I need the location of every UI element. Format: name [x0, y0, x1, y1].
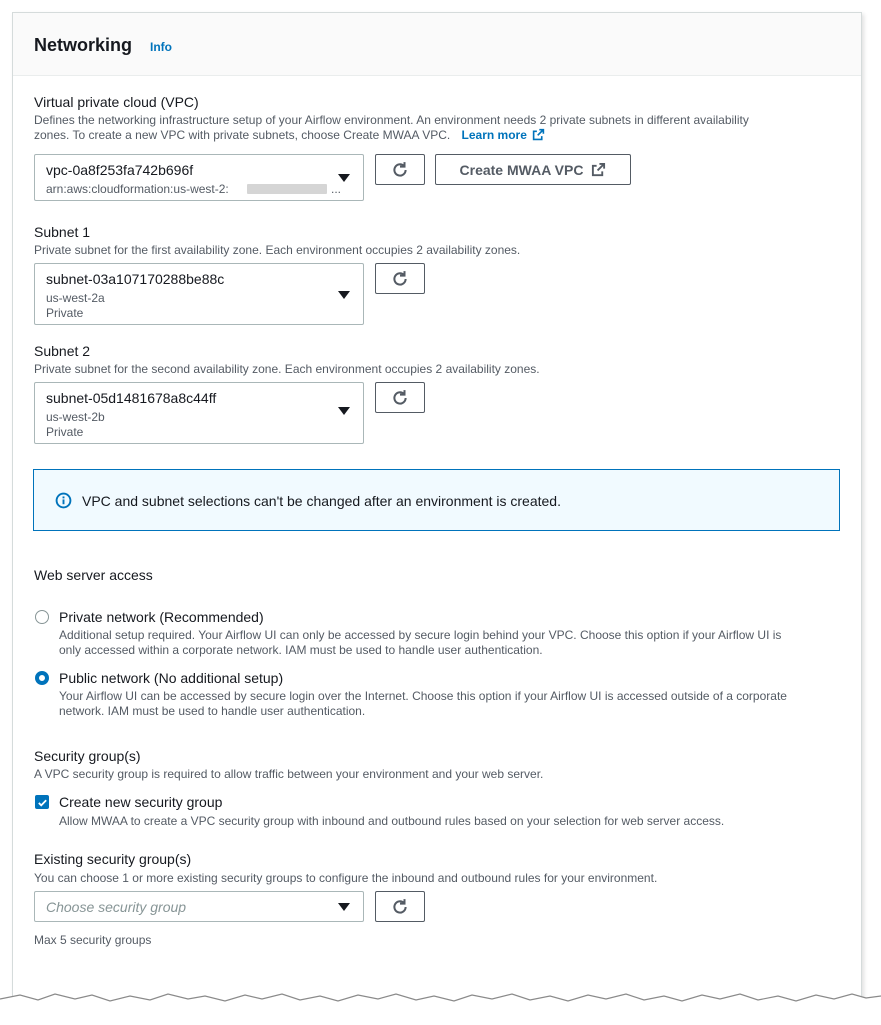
private-network-desc-line2: only accessed within a corporate network. IAM must be used to handle user authentication. — [59, 643, 543, 657]
subnet1-description: Private subnet for the first availability zone. Each environment occupies 2 availability zones. — [34, 243, 521, 257]
section-title: Networking — [34, 35, 133, 55]
external-link-icon — [532, 128, 545, 141]
subnet2-label: Subnet 2 — [34, 343, 91, 359]
create-security-group-checkbox[interactable] — [35, 795, 49, 809]
refresh-icon — [391, 389, 409, 407]
subnet1-select[interactable] — [34, 263, 364, 325]
public-network-radio[interactable] — [35, 671, 49, 685]
info-icon — [55, 492, 72, 509]
vpc-description-line1: Defines the networking infrastructure setup of your Airflow environment. An environment needs 2 private subnets in different availability — [34, 113, 749, 127]
vpc-description — [34, 113, 834, 143]
chevron-down-icon — [338, 903, 350, 911]
vpc-select[interactable] — [34, 154, 364, 201]
security-group-select[interactable] — [34, 891, 364, 922]
security-group-placeholder: Choose security group — [46, 899, 187, 915]
chevron-down-icon — [338, 291, 350, 299]
subnet1-zone: us-west-2a — [46, 291, 105, 305]
subnet1-selected-id: subnet-03a107170288be88c — [46, 271, 225, 287]
subnet2-description: Private subnet for the second availability zone. Each environment occupies 2 availability zones. — [34, 362, 540, 376]
web-server-access-label: Web server access — [34, 567, 153, 583]
subnet1-type: Private — [46, 306, 84, 320]
vpc-label: Virtual private cloud (VPC) — [34, 94, 199, 110]
vpc-description-text: zones. To create a new VPC with private subnets, choose Create MWAA VPC. — [34, 128, 451, 142]
refresh-icon — [391, 161, 409, 179]
create-security-group-label[interactable]: Create new security group — [59, 794, 223, 810]
vpc-selected-id: vpc-0a8f253fa742b696f — [46, 162, 194, 178]
alert-text: VPC and subnet selections can't be changed after an environment is created. — [82, 493, 561, 509]
create-mwaa-vpc-button[interactable] — [435, 154, 631, 185]
vpc-description-line2 — [34, 128, 834, 143]
security-group-constraint: Max 5 security groups — [34, 933, 152, 947]
private-network-desc-line1: Additional setup required. Your Airflow UI can only be accessed by secure login behind your VPC. Choose this option if your Airflow UI is — [59, 628, 782, 642]
vpc-selected-arn: arn:aws:cloudformation:us-west-2: — [46, 182, 229, 196]
refresh-icon — [391, 898, 409, 916]
learn-more-text: Learn more — [461, 128, 527, 142]
existing-security-groups-description: You can choose 1 or more existing security groups to configure the inbound and outbound rules for your environment. — [34, 871, 658, 885]
public-network-description — [59, 689, 849, 719]
security-group-refresh-button[interactable] — [375, 891, 425, 922]
refresh-icon — [391, 270, 409, 288]
torn-edge-decoration — [0, 985, 881, 1025]
subnet2-type: Private — [46, 425, 84, 439]
subnet2-zone: us-west-2b — [46, 410, 105, 424]
existing-security-groups-label: Existing security group(s) — [34, 851, 192, 867]
info-link[interactable]: Info — [150, 40, 172, 54]
private-network-radio[interactable] — [35, 610, 49, 624]
subnet2-refresh-button[interactable] — [375, 382, 425, 413]
chevron-down-icon — [338, 407, 350, 415]
create-security-group-description: Allow MWAA to create a VPC security group with inbound and outbound rules based on your selection for web server access. — [59, 814, 725, 828]
subnet2-select[interactable] — [34, 382, 364, 444]
public-network-desc-line1: Your Airflow UI can be accessed by secure login over the Internet. Choose this option if your Airflow UI is accessed outside of a corporate — [59, 689, 787, 703]
security-groups-description: A VPC security group is required to allow traffic between your environment and your web server. — [34, 767, 544, 781]
learn-more-link[interactable] — [462, 128, 546, 142]
chevron-down-icon — [338, 174, 350, 182]
vpc-refresh-button[interactable] — [375, 154, 425, 185]
info-alert — [33, 469, 840, 531]
external-link-icon — [591, 162, 606, 177]
private-network-label[interactable]: Private network (Recommended) — [59, 609, 264, 625]
redacted-account-id — [247, 184, 327, 194]
subnet2-selected-id: subnet-05d1481678a8c44ff — [46, 390, 217, 406]
subnet1-refresh-button[interactable] — [375, 263, 425, 294]
public-network-desc-line2: network. IAM must be used to handle user authentication. — [59, 704, 366, 718]
subnet1-label: Subnet 1 — [34, 224, 91, 240]
panel-header — [13, 13, 861, 76]
networking-panel — [12, 12, 862, 1014]
public-network-label[interactable]: Public network (No additional setup) — [59, 670, 284, 686]
check-icon — [37, 797, 48, 808]
security-groups-label: Security group(s) — [34, 748, 141, 764]
private-network-description — [59, 628, 849, 658]
create-mwaa-vpc-label: Create MWAA VPC — [459, 161, 584, 178]
vpc-arn-ellipsis: ... — [331, 182, 342, 196]
